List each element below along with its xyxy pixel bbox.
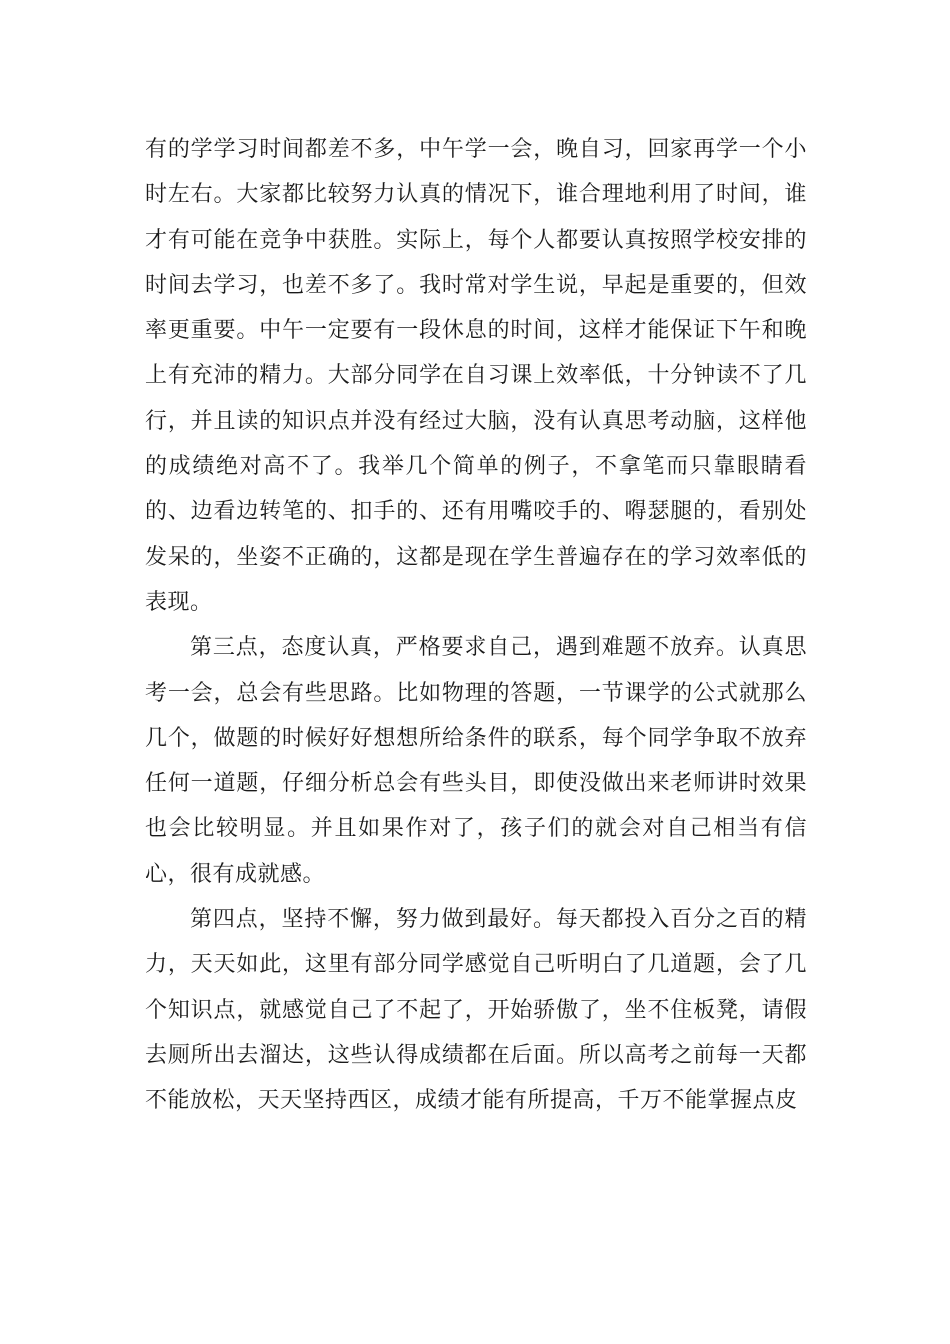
paragraph-1: 有的学学习时间都差不多，中午学一会，晚自习，回家再学一个小时左右。大家都比较努力认真的情况下，谁合理地利用了时间，谁才有可能在竞争中获胜。实际上，每个人都要认真按照学校安排的时间去学习，也差不多了。我时常对学生说，早起是重要的，但效率更重要。中午一定要有一段休息的时间，这样才能保证下午和晚上有充沛的精力。大部分同学在自习课上效率低，十分钟读不了几行，并且读的知识点并没有经过大脑，没有认真思考动脑，这样他的成绩绝对高不了。我举几个简单的例子，不拿笔而只靠眼睛看的、边看边转笔的、扣手的、还有用嘴咬手的、嘚瑟腿的，看别处发呆的，坐姿不正确的，这都是现在学生普遍存在的学习效率低的表现。 xyxy=(145,137,807,615)
paragraph-3: 第四点，坚持不懈，努力做到最好。每天都投入百分之百的精力，天天如此，这里有部分同学感觉自己听明白了几道题，会了几个知识点，就感觉自己了不起了，开始骄傲了，坐不住板凳，请假去厕所出去溜达，这些认得成绩都在后面。所以高考之前每一天都不能放松，天天坚持西区，成绩才能有所提高，千万不能掌握点皮 xyxy=(145,907,807,1114)
paragraph-2: 第三点，态度认真，严格要求自己，遇到难题不放弃。认真思考一会，总会有些思路。比如物理的答题，一节课学的公式就那么几个，做题的时候好好想想所给条件的联系，每个同学争取不放弃任何一道题，仔细分析总会有些头目，即使没做出来老师讲时效果也会比较明显。并且如果作对了，孩子们的就会对自己相当有信心，很有成就感。 xyxy=(145,635,807,887)
body-text xyxy=(145,127,807,1124)
